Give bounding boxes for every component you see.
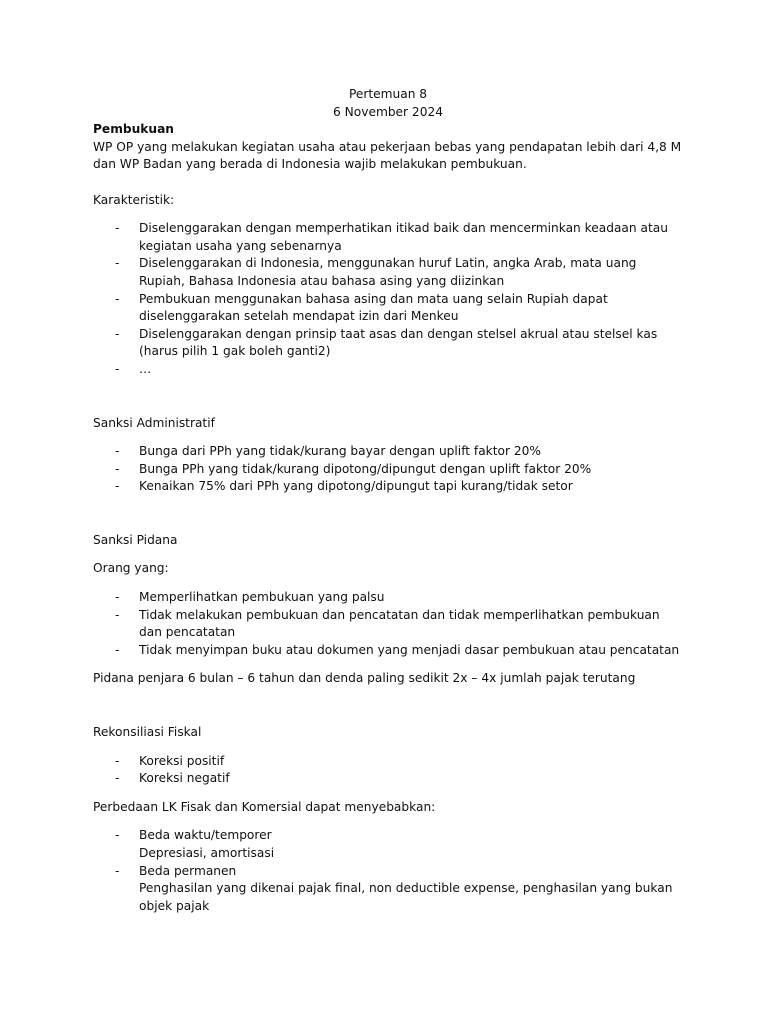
dash-bullet: - — [115, 863, 120, 878]
rekonsiliasi-list — [93, 753, 683, 788]
list-item: - Koreksi negatif — [93, 770, 683, 788]
perbedaan-detail: Depresiasi, amortisasi — [139, 846, 275, 860]
sanksi-pidana-list — [93, 589, 683, 659]
dash-bullet: - — [115, 753, 120, 768]
list-item: - Memperlihatkan pembukuan yang palsu — [93, 589, 683, 607]
pembukuan-intro: WP OP yang melakukan kegiatan usaha atau pekerjaan bebas yang pendapatan lebih dari 4,8 M dan WP Badan yang berada di Indonesia wajib melakukan pembukuan. — [93, 139, 682, 172]
perbedaan-detail: Penghasilan yang dikenai pajak final, non deductible expense, penghasilan yang bukan objek pajak — [139, 881, 673, 913]
section-heading-pembukuan: Pembukuan — [93, 122, 174, 137]
dash-bullet: - — [115, 256, 120, 271]
dash-bullet: - — [115, 642, 120, 657]
dash-bullet: - — [115, 326, 120, 341]
dash-bullet: - — [115, 444, 120, 459]
section-heading-sanksi-administratif: Sanksi Administratif — [93, 415, 215, 430]
dash-bullet: - — [115, 590, 120, 605]
list-item — [93, 863, 683, 916]
document-date: 6 November 2024 — [333, 104, 443, 119]
perbedaan-label: Perbedaan LK Fisak dan Komersial dapat menyebabkan: — [93, 799, 436, 814]
dash-bullet: - — [115, 479, 120, 494]
dash-bullet: - — [115, 607, 120, 622]
list-item: - Koreksi positif — [93, 753, 683, 771]
list-item: - Diselenggarakan di Indonesia, menggunakan huruf Latin, angka Arab, mata uang Rupiah, Bahasa Indonesia atau bahasa asing yang diizinkan — [115, 256, 637, 288]
sanksi-administratif-list — [93, 443, 683, 496]
dash-bullet: - — [115, 771, 120, 786]
dash-bullet: - — [115, 361, 120, 376]
list-item: - … — [93, 361, 683, 379]
document-title: Pertemuan 8 — [348, 87, 428, 101]
section-heading-sanksi-pidana: Sanksi Pidana — [93, 532, 178, 547]
list-item: - Bunga PPh yang tidak/kurang dipotong/dipungut dengan uplift faktor 20% — [93, 461, 683, 479]
sanksi-pidana-label: Orang yang: — [93, 561, 169, 576]
list-item: - Pembukuan menggunakan bahasa asing dan mata uang selain Rupiah dapat diselenggarakan setelah mendapat izin dari Menkeu — [115, 291, 608, 324]
list-item — [93, 827, 683, 862]
list-item: - Diselenggarakan dengan prinsip taat asas dan dengan stelsel akrual atau stelsel kas (harus pilih 1 gak boleh ganti2) — [115, 326, 658, 359]
karakteristik-list — [93, 220, 683, 378]
dash-bullet: - — [115, 828, 120, 843]
dash-bullet: - — [115, 221, 120, 236]
sanksi-pidana-penalty: Pidana penjara 6 bulan – 6 tahun dan denda paling sedikit 2x – 4x jumlah pajak terutang — [93, 671, 636, 686]
document-page — [93, 86, 683, 915]
list-item: - Tidak melakukan pembukuan dan pencatatan dan tidak memperlihatkan pembukuan dan pencatatan — [115, 607, 660, 640]
perbedaan-type: Beda permanen — [139, 863, 237, 878]
karakteristik-label: Karakteristik: — [93, 192, 175, 207]
section-heading-rekonsiliasi-fiskal: Rekonsiliasi Fiskal — [93, 725, 202, 740]
list-item: - Kenaikan 75% dari PPh yang dipotong/dipungut tapi kurang/tidak setor — [93, 478, 683, 496]
perbedaan-type: Beda waktu/temporer — [139, 828, 272, 843]
list-item: - Diselenggarakan dengan memperhatikan itikad baik dan mencerminkan keadaan atau kegiatan usaha yang sebenarnya — [115, 221, 668, 253]
list-item: - Bunga dari PPh yang tidak/kurang bayar dengan uplift faktor 20% — [93, 443, 683, 461]
dash-bullet: - — [115, 291, 120, 306]
perbedaan-list — [93, 827, 683, 915]
dash-bullet: - — [115, 461, 120, 476]
list-item: - Tidak menyimpan buku atau dokumen yang menjadi dasar pembukuan atau pencatatan — [93, 642, 683, 660]
